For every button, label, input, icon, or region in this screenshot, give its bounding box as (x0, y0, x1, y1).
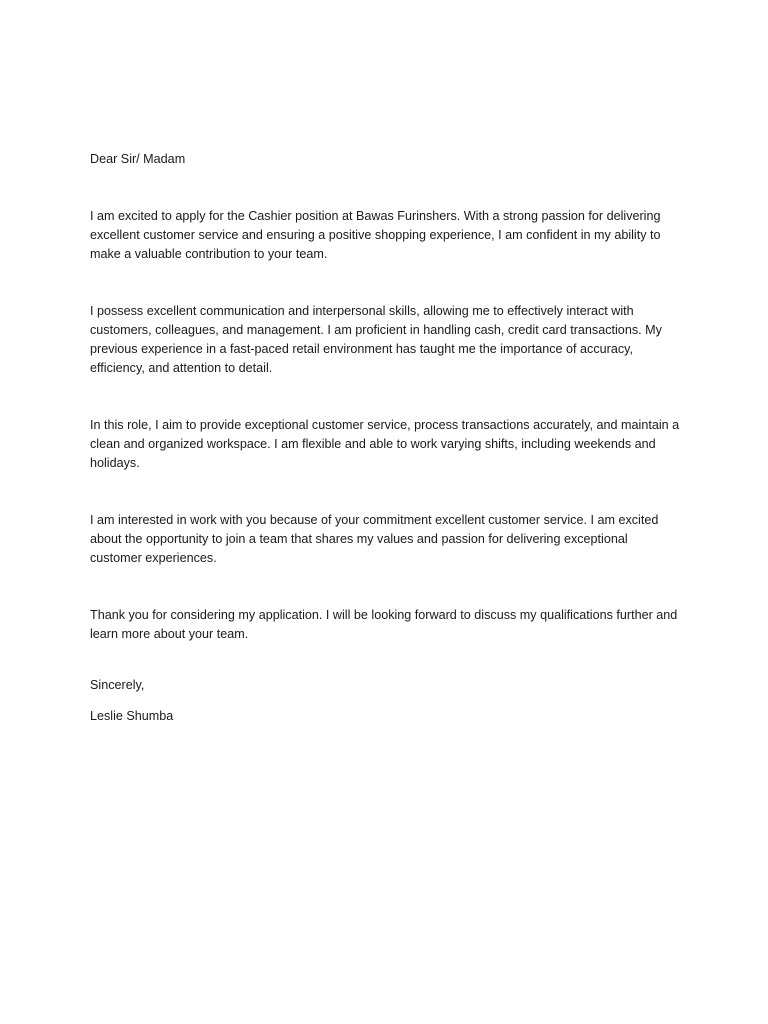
paragraph-skills: I possess excellent communication and interpersonal skills, allowing me to effectively interact with customers, colleagues, and management. I am proficient in handling cash, credit card transactions. My previous experience in a fast-paced retail environment has taught me the importance of accuracy, efficiency, and attention to detail. (90, 304, 662, 375)
signature-name: Leslie Shumba (90, 709, 174, 723)
paragraph-thanks: Thank you for considering my application. I will be looking forward to discuss my qualifications further and learn more about your team. (90, 608, 678, 641)
salutation: Dear Sir/ Madam (90, 152, 186, 166)
paragraph-intro: I am excited to apply for the Cashier position at Bawas Furinshers. With a strong passion for delivering excellent customer service and ensuring a positive shopping experience, I am confident in my ability to make a valuable contribution to your team. (90, 209, 661, 261)
paragraph-interest: I am interested in work with you because of your commitment excellent customer service. I am excited about the opportunity to join a team that shares my values and passion for delivering exceptional customer experiences. (90, 513, 659, 565)
cover-letter (90, 150, 680, 726)
paragraph-role: In this role, I aim to provide exceptional customer service, process transactions accurately, and maintain a clean and organized workspace. I am flexible and able to work varying shifts, including weekends and holidays. (90, 418, 680, 470)
closing: Sincerely, (90, 678, 145, 692)
